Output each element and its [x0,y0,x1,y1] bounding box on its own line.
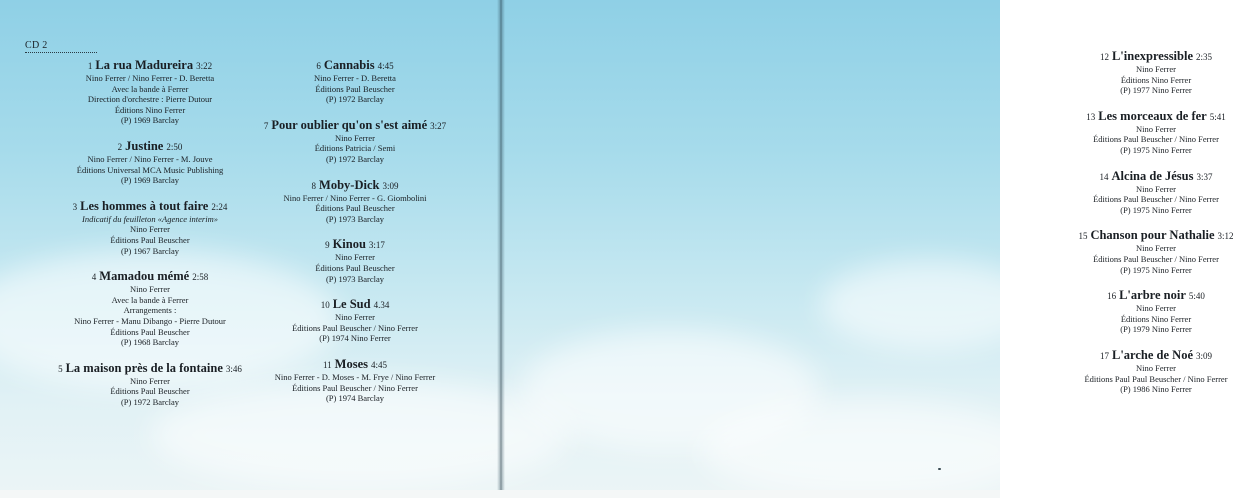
track-credit-line: Nino Ferrer - D. Beretta [314,73,396,83]
track-credit-line: (P) 1972 Barclay [325,94,385,105]
track-credit-line: Nino Ferrer [1136,243,1176,254]
track-credit-line: Éditions Paul Beuscher [110,386,190,397]
track-duration: 4:45 [370,359,387,370]
track-duration: 3:17 [368,240,385,251]
track-credit-line: Éditions Paul Beuscher / Nino Ferrer [292,322,418,333]
track-entry [45,269,255,348]
track-duration: 3:22 [196,61,213,71]
track-credit-line: (P) 1974 Barclay [325,393,385,404]
track-number: 17 [1099,350,1109,361]
track-title: La maison près de la fontaine [65,360,223,375]
track-entry [255,357,455,404]
track-entry [255,297,455,344]
track-credit-line: Éditions Paul Paul Beuscher / Nino Ferrer [1084,373,1228,384]
track-entry [45,361,255,408]
tracklist-column-3 [1056,49,1256,408]
track-entry [1056,169,1256,216]
track-duration: 4.34 [373,300,390,311]
track-heading [255,178,455,193]
track-credit-line: (P) 1972 Barclay [120,396,180,407]
track-entry [255,237,455,284]
track-credit-line: Nino Ferrer / Nino Ferrer - G. Giombolini [283,192,427,203]
track-duration: 3:12 [1217,231,1234,242]
track-credit-line: (P) 1986 Nino Ferrer [1120,384,1192,395]
track-number: 16 [1107,291,1117,302]
track-credit-line: Nino Ferrer [335,312,375,323]
right-page [503,0,1234,498]
track-title: Les morceaux de fer [1098,108,1207,123]
track-credit-line: (P) 1969 Barclay [120,115,180,126]
track-credit-line: Nino Ferrer - Manu Dibango - Pierre Dutour [74,315,226,326]
track-entry [45,58,255,126]
track-credit-line: Éditions Nino Ferrer [1120,74,1192,85]
track-heading [1056,288,1256,303]
track-duration: 3:09 [1196,350,1213,361]
track-number: 12 [1099,52,1109,62]
track-heading [45,361,255,376]
tracklist-column-1 [45,58,255,420]
track-credit-line: (P) 1975 Nino Ferrer [1120,204,1192,215]
track-duration: 3:46 [225,363,242,374]
track-duration: 2:50 [166,141,183,152]
track-heading [255,237,455,252]
track-credit-line: Éditions Patricia / Semi [314,143,396,154]
track-credit-line: (P) 1979 Nino Ferrer [1120,324,1192,335]
track-title: Kinou [332,237,366,252]
track-credit-line: Avec la bande à Ferrer [111,294,189,305]
track-duration: 2:35 [1196,52,1213,62]
track-duration: 4:45 [377,61,394,71]
track-credit-line: Nino Ferrer / Nino Ferrer - M. Jouve [87,153,213,164]
track-credit-line: Nino Ferrer [1136,303,1176,314]
track-number: 13 [1086,111,1096,122]
track-number: 14 [1099,171,1109,182]
track-entry [255,118,455,165]
track-credit-line: (P) 1975 Nino Ferrer [1120,144,1192,155]
track-number: 7 [263,120,269,131]
track-credit-line: Éditions Paul Beuscher / Nino Ferrer [1093,134,1219,145]
track-credit-line: Éditions Nino Ferrer [114,104,186,115]
track-number: 3 [72,201,78,212]
track-title: L'arche de Noé [1111,347,1193,362]
track-credit-line: Nino Ferrer [1136,362,1176,373]
track-heading [255,357,455,372]
track-credit-line: Éditions Paul Beuscher [315,83,395,94]
track-heading [255,118,455,133]
track-credit-line: Éditions Paul Beuscher [315,203,395,214]
track-title: Justine [125,138,164,153]
track-title: Pour oublier qu'on s'est aimé [271,117,428,132]
track-entry [1056,228,1256,275]
track-duration: 2:58 [192,272,209,283]
track-duration: 5:41 [1209,111,1226,122]
track-credit-line: Direction d'orchestre : Pierre Dutour [87,94,213,105]
track-heading [255,58,455,73]
track-credit-line: (P) 1973 Barclay [325,213,385,224]
track-title: Moby-Dick [319,177,380,192]
track-number: 10 [320,300,330,311]
track-credit-line: Nino Ferrer [130,375,170,386]
track-credit-line: (P) 1972 Barclay [325,153,385,164]
track-title: Les hommes à tout faire [80,198,209,213]
track-credit-line: Avec la bande à Ferrer [111,83,189,94]
track-credit-line: Nino Ferrer [335,132,375,143]
track-credit-line: Éditions Paul Beuscher / Nino Ferrer [1093,253,1219,264]
track-duration: 2:24 [211,201,228,212]
page-bottom-edge [0,490,1000,498]
track-entry [45,139,255,186]
track-duration: 3:27 [430,120,447,131]
print-speck [938,468,941,470]
track-credit-line: (P) 1975 Nino Ferrer [1120,264,1192,275]
track-credit-line: Nino Ferrer [1136,183,1176,194]
track-heading [255,297,455,312]
left-page [0,0,500,498]
track-heading [1056,109,1256,124]
track-credit-line: Éditions Nino Ferrer [1120,313,1192,324]
track-heading [45,269,255,284]
track-heading [1056,49,1256,64]
track-duration: 5:40 [1188,291,1205,302]
track-credit-line: Éditions Paul Beuscher [110,326,190,337]
track-credit-line: (P) 1968 Barclay [120,337,180,348]
cd-label: CD 2 [25,40,48,51]
track-credit-line: Éditions Paul Beuscher [315,262,395,273]
track-credit-line: (P) 1973 Barclay [325,273,385,284]
track-number: 4 [91,272,97,283]
track-heading [1056,169,1256,184]
track-credit-line: Éditions Paul Beuscher / Nino Ferrer [292,382,418,393]
track-heading [1056,348,1256,363]
track-credit-line: Éditions Universal MCA Music Publishing [76,164,224,175]
track-credit-line: (P) 1967 Barclay [120,245,180,256]
cd-label-rule [25,52,97,53]
track-entry [1056,288,1256,335]
track-heading [45,58,255,73]
track-credit-line: Nino Ferrer [335,252,375,263]
track-number: 6 [316,61,321,71]
track-entry [45,199,255,256]
track-duration: 3:09 [382,180,399,191]
track-entry [1056,109,1256,156]
track-title: Le Sud [332,297,371,312]
track-credit-line: Nino Ferrer [1136,64,1176,74]
track-credit-line: Nino Ferrer [130,224,170,235]
track-title: L'arbre noir [1119,288,1186,303]
track-number: 8 [311,180,317,191]
track-title: Moses [334,356,368,371]
track-number: 9 [325,240,330,251]
track-title: Cannabis [323,58,375,72]
track-title: Alcina de Jésus [1111,168,1194,183]
track-credit-line: Arrangements : [123,305,177,316]
track-title: La rua Madureira [95,58,194,72]
track-credit-line: Indicatif du feuilleton «Agence interim» [82,213,218,224]
track-entry [255,178,455,225]
track-title: L'inexpressible [1111,49,1193,63]
track-duration: 3:37 [1196,171,1213,182]
track-title: Mamadou mémé [99,269,190,284]
track-credit-line: (P) 1974 Nino Ferrer [319,333,391,344]
track-heading [45,139,255,154]
tracklist-column-2 [255,58,455,417]
track-title: Chanson pour Nathalie [1090,228,1215,243]
track-credit-line: (P) 1969 Barclay [120,175,180,186]
track-credit-line: Nino Ferrer [130,284,170,295]
track-heading [45,199,255,214]
track-credit-line: Éditions Paul Beuscher [110,234,190,245]
track-credit-line: Nino Ferrer - D. Moses - M. Frye / Nino Ferrer [274,371,436,382]
track-credit-line: Nino Ferrer / Nino Ferrer - D. Beretta [85,73,215,83]
track-number: 2 [117,141,123,152]
track-heading [1056,228,1256,243]
track-entry [255,58,455,105]
track-credit-line: Éditions Paul Beuscher / Nino Ferrer [1093,194,1219,205]
track-number: 5 [58,363,63,374]
track-entry [1056,348,1256,395]
track-number: 1 [87,61,93,71]
track-entry [1056,49,1256,96]
track-number: 11 [322,359,332,370]
track-credit-line: (P) 1977 Nino Ferrer [1120,85,1192,96]
track-credit-line: Nino Ferrer [1136,123,1176,134]
track-number: 15 [1078,231,1088,242]
